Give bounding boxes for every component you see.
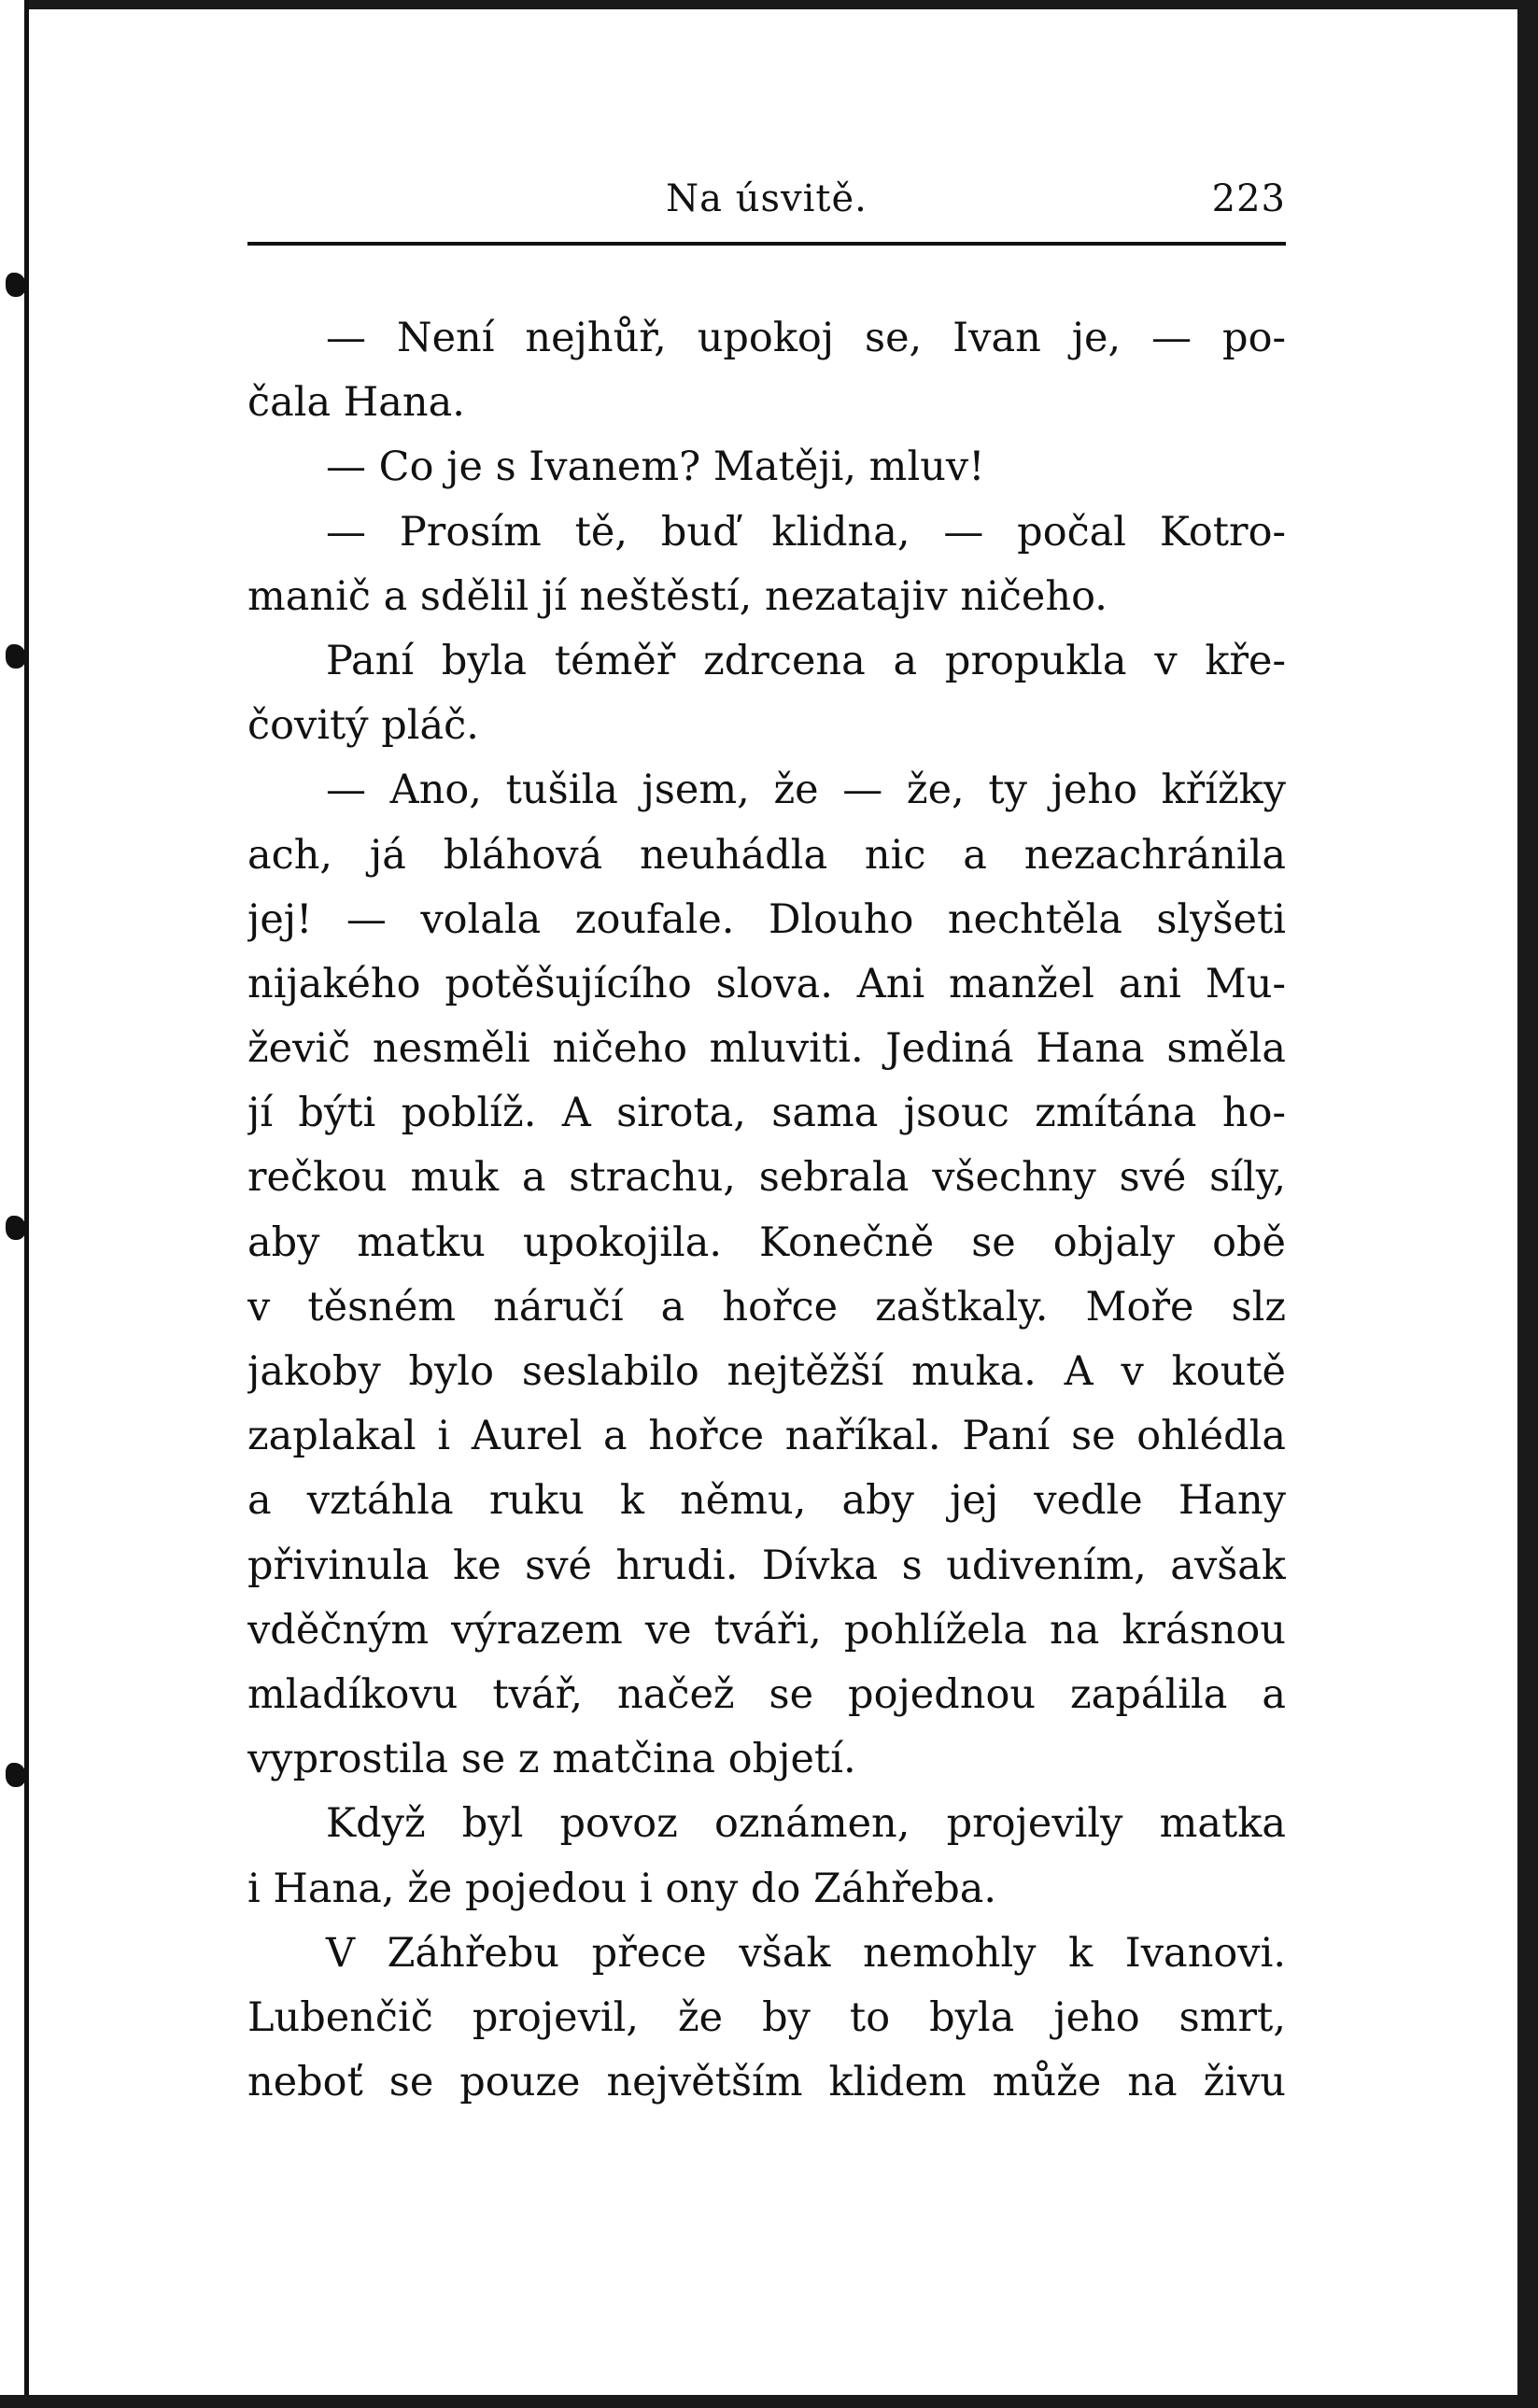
text-line: jakoby bylo seslabilo nejtěžší muka. A v koutě [247,1348,1286,1395]
scan-top-border [0,0,1538,9]
text-line: mladíkovu tvář, načež se pojednou zapálila a [247,1670,1286,1718]
text-line: vděčným výrazem ve tváři, pohlížela na krásnou [247,1606,1286,1654]
scan-bottom-border [0,2395,1538,2408]
body-text [247,306,1286,2115]
text-line: zaplakal i Aurel a hořce naříkal. Paní se ohlédla [247,1413,1286,1460]
header-rule [247,242,1286,246]
text-line: — Není nejhůř, upokoj se, Ivan je, — po- [326,315,1286,361]
text-line: Lubenčič projevil, že by to byla jeho smrt, [247,1993,1286,2041]
text-line: ach, já bláhová neuhádla nic a nezachránila [247,831,1286,879]
binding-mark [6,1216,26,1240]
text-line: neboť se pouze největším klidem může na živu [247,2059,1286,2106]
text-line: čovitý pláč. [247,702,479,750]
text-line: čala Hana. [247,379,465,427]
running-title: Na úsvitě. [666,177,868,220]
binding-mark [6,644,26,669]
text-line: nijakého potěšujícího slova. Ani manžel ani Mu- [247,960,1286,1007]
text-line: V Záhřebu přece však nemohly k Ivanovi. [326,1929,1286,1977]
binding-mark [6,273,26,297]
text-line: a vztáhla ruku k němu, aby jej vedle Hany [247,1477,1286,1525]
scan-left-border [0,0,29,2408]
text-line: manič a sdělil jí neštěstí, nezatajiv ničeho. [247,572,1108,620]
text-line: — Ano, tušila jsem, že — že, ty jeho křížky [326,767,1286,814]
text-line: i Hana, že pojedou i ony do Záhřeba. [247,1865,997,1912]
text-line: vyprostila se z matčina objetí. [247,1736,856,1783]
page-number: 223 [1211,177,1286,220]
text-line: jej! — volala zoufale. Dlouho nechtěla slyšeti [247,895,1286,943]
binding-mark [6,1763,26,1787]
text-line: rečkou muk a strachu, sebrala všechny své síly, [247,1154,1286,1202]
text-line: — Prosím tě, buď klidna, — počal Kotro- [326,508,1286,556]
text-line: aby matku upokojila. Konečně se objaly obě [247,1218,1286,1266]
text-line: — Co je s Ivanem? Matěji, mluv! [326,444,985,491]
text-line: Když byl povoz oznámen, projevily matka [326,1800,1286,1848]
scan-right-border [1517,0,1538,2408]
text-line: jí býti poblíž. A sirota, sama jsouc zmítána ho- [247,1090,1286,1137]
page-header [247,177,1286,233]
text-line: přivinula ke své hrudi. Dívka s udivením, avšak [247,1542,1286,1589]
text-line: Paní byla téměř zdrcena a propukla v křе- [326,637,1286,684]
text-line: ževič nesměli ničeho mluviti. Jediná Hana směla [247,1025,1286,1073]
text-line: v těsném náručí a hořce zaštkaly. Moře slz [247,1283,1286,1331]
